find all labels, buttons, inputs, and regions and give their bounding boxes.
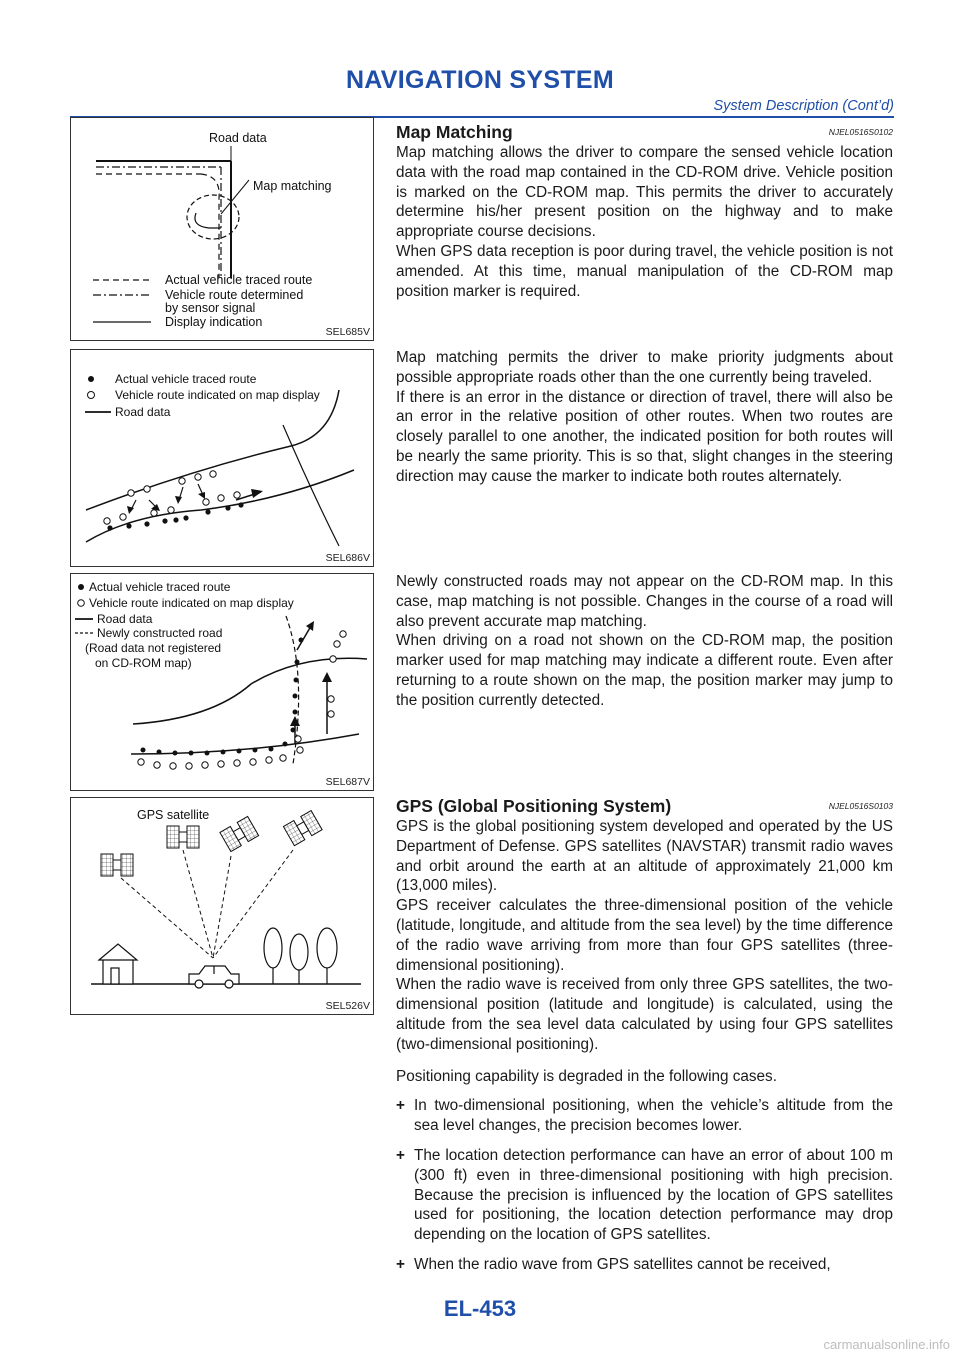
bullet-mark: + [396,1097,405,1115]
fig3-actual-label: Actual vehicle traced route [89,580,231,594]
paragraph: GPS receiver calculates the three-dimensional position of the vehicle (latitude, longitude, and altitude from the sea level) by the time difference of the radio wave arriving from more than four GPS satellites (three-dimensional positioning). [396,897,893,974]
fig3-indicated-label: Vehicle route indicated on map display [89,596,294,610]
figure-code: SEL685V [325,326,370,338]
paragraph: Positioning capability is degraded in the following cases. [396,1067,777,1085]
figure-new-road [70,573,374,791]
fig2-actual-label: Actual vehicle traced route [115,372,257,386]
satellite-icon [167,826,199,848]
figure-map-matching [70,117,374,341]
fig2-indicated-label: Vehicle route indicated on map display [115,388,320,402]
fig1-display-label: Display indication [165,315,263,329]
section-map-matching-priority [396,348,893,487]
parallel-routes-diagram [71,350,373,566]
page-number: EL-453 [443,1296,517,1321]
figure-code: SEL686V [325,552,370,564]
gps-diagram [71,798,373,1014]
new-road-diagram [71,574,373,790]
section-heading [396,123,893,143]
page-subtitle: System Description (Cont’d) [713,98,894,114]
fig2-road-label: Road data [115,405,171,419]
tree-icon [264,928,337,984]
map-matching-diagram [71,118,373,340]
house-icon [99,944,137,984]
bullet-text: When the radio wave from GPS satellites cannot be received, [414,1255,831,1273]
fig3-not-registered-label: (Road data not registered [85,641,222,655]
figure-code: SEL526V [325,1000,370,1012]
satellite-icon [101,854,133,876]
bullet-text: The location detection performance can have an error of about 100 m (300 ft) even in three-dimensional positioning with high precision. Because the precision is influenced by the location of GPS satellites used for positioning, the location detection performance may drop depending on the location of GPS satellites. [414,1146,893,1244]
fig3-on-cdrom-label: on CD-ROM map) [95,656,192,670]
paragraph: If there is an error in the distance or direction of travel, there will also be an error in the relative position of other routes. When two routes are closely parallel to one another, the indicated position for both routes will be nearly the same priority. This is so that, slight changes in the steering direction may cause the marker to indicate both routes alternately. [396,388,893,485]
paragraph: Newly constructed roads may not appear on the CD-ROM map. In this case, map matching is not possible. Changes in the course of a road will also prevent accurate map matching. [396,573,893,630]
page-title: NAVIGATION SYSTEM [345,66,615,94]
paragraph: When the radio wave is received from only three GPS satellites, the two-dimensional position (latitude and longitude) is calculated, using the altitude from the sea level data calculated by using four GPS satellites (two-dimensional positioning). [396,976,893,1053]
fig4-gps-satellite-label: GPS satellite [137,808,210,822]
paragraph: When driving on a road not shown on the CD-ROM map, the position marker used for map matching may indicate a different route. Even after returning to a route shown on the map, the position marker may jump to the position currently detected. [396,632,893,709]
watermark-text: carmanualsonline.info [823,1337,950,1352]
section-map-matching-new-roads [396,572,893,711]
bullet-mark: + [396,1146,405,1164]
list-item [396,1146,893,1245]
fig1-road-data-label: Road data [209,131,267,145]
figure-gps [70,797,374,1015]
fig1-sensor-route-label-2: by sensor signal [165,301,256,315]
figure-code: SEL687V [325,776,370,788]
fig1-map-matching-label: Map matching [253,179,332,193]
fig1-actual-route-label: Actual vehicle traced route [165,273,313,287]
section-map-matching [396,123,893,301]
satellite-icon [283,811,322,846]
list-item [396,1096,893,1136]
paragraph: Map matching allows the driver to compare the sensed vehicle location data with the road map contained in the CD-ROM drive. Vehicle position is marked on the CD-ROM map. This permits the driver to accurately determine his/her present position on the highway and to make appropriate course decisions. [396,144,893,241]
section-reference-code: NJEL0516S0103 [828,801,893,812]
bullet-mark: + [396,1255,405,1273]
fig3-road-label: Road data [97,612,153,626]
fig3-new-road-label: Newly constructed road [97,626,223,640]
section-title: GPS (Global Positioning System) [396,796,672,816]
section-gps [396,797,893,1275]
section-heading [396,797,893,817]
bullet-text: In two-dimensional positioning, when the vehicle’s altitude from the sea level changes, the precision becomes lower. [414,1097,893,1135]
paragraph: When GPS data reception is poor during travel, the vehicle position is not amended. At this time, manual manipulation of the CD-ROM map position marker is required. [396,242,893,300]
figure-parallel-routes [70,349,374,567]
list-item [396,1255,893,1275]
section-reference-code: NJEL0516S0102 [828,127,893,138]
satellite-icon [220,816,259,851]
section-title: Map Matching [396,122,513,142]
fig1-sensor-route-label-1: Vehicle route determined [165,288,304,302]
paragraph: Map matching permits the driver to make priority judgments about possible appropriate roads other than the one currently being traveled. [396,349,893,386]
paragraph: GPS is the global positioning system developed and operated by the US Department of Defense. GPS satellites (NAVSTAR) transmit radio waves and orbit around the earth at an altitude of approximately 21,000 km (13,000 miles). [396,818,893,895]
